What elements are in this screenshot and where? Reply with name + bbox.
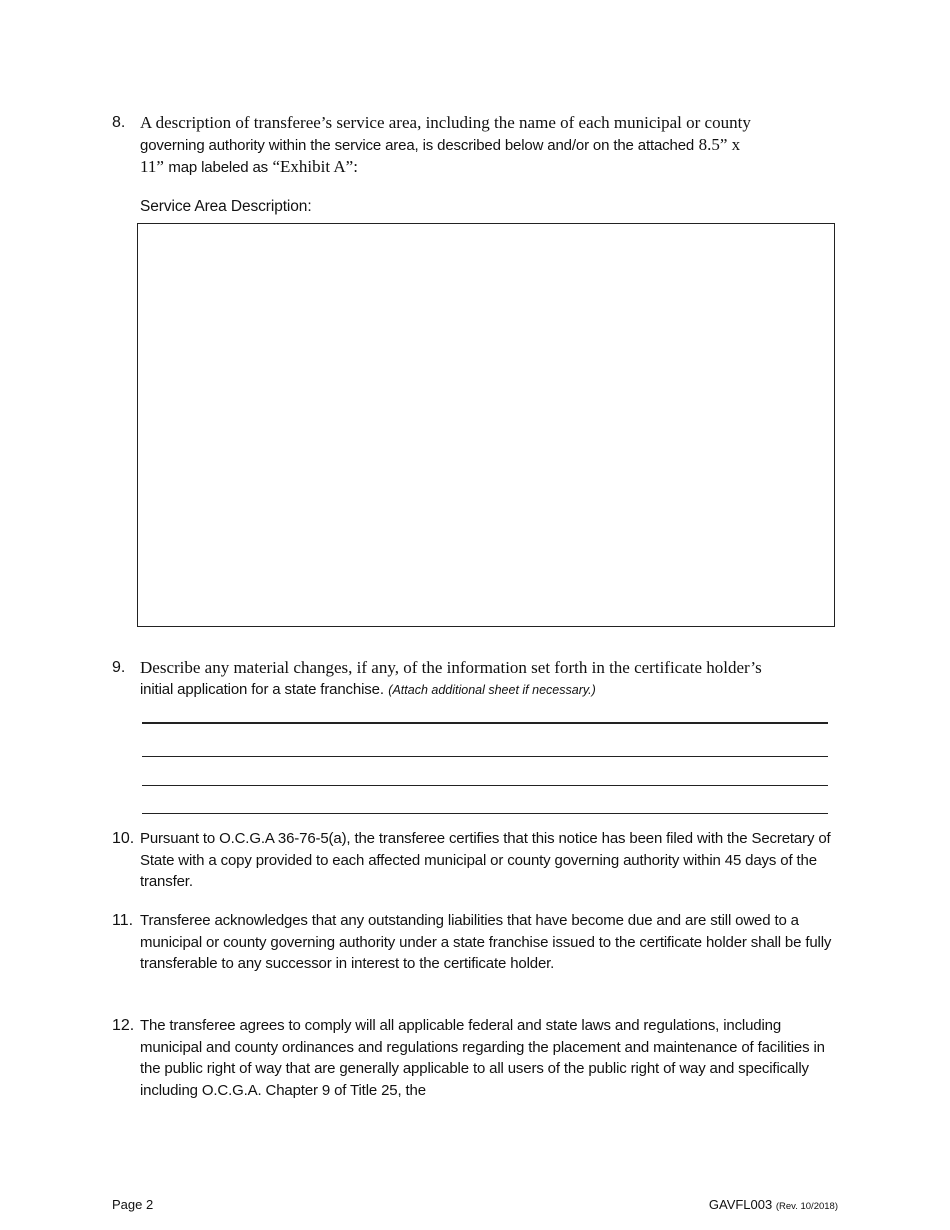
item-number: 12. xyxy=(112,1017,135,1034)
item-8-line-2: governing authority within the service area, is described below and/or on the attached 8.5” x xyxy=(140,134,741,154)
page-number: Page 2 xyxy=(112,1197,154,1212)
item-number: 11. xyxy=(112,912,134,929)
item-text: The transferee agrees to comply will all applicable federal and state laws and regulations, including municipal and county ordinances and regulations regarding the placement and maintenance of facilities in the public right of way that are generally applicable to all users of the public right of way and specifically including O.C.G.A. Chapter 9 of Title 25, the xyxy=(140,1017,825,1099)
item-12 xyxy=(112,1015,840,1103)
revision-label: (Rev. 10/2018) xyxy=(775,1201,838,1212)
material-changes-line[interactable] xyxy=(142,785,828,786)
item-text xyxy=(140,112,840,179)
item-text: Pursuant to O.C.G.A 36-76-5(a), the transferee certifies that this notice has been filed with the Secretary of State with a copy provided to each affected municipal or county governing authority within 45 days of the transfer. xyxy=(140,830,831,890)
item-number: 10. xyxy=(112,830,135,847)
item-8-line-1: A description of transferee’s service area, including the name of each municipal or county xyxy=(140,113,751,132)
item-8-line-3: 11” map labeled as “Exhibit A”: xyxy=(140,157,358,176)
item-9-line-1: Describe any material changes, if any, of the information set forth in the certificate holder’s xyxy=(140,658,762,677)
service-area-description-field[interactable] xyxy=(137,223,835,627)
material-changes-line[interactable] xyxy=(142,722,828,724)
material-changes-line[interactable] xyxy=(142,813,828,814)
material-changes-line[interactable] xyxy=(142,756,828,757)
item-8 xyxy=(112,112,840,178)
item-9 xyxy=(112,657,840,701)
item-text xyxy=(140,657,840,701)
item-10 xyxy=(112,828,840,894)
form-code xyxy=(709,1197,838,1212)
item-text: Transferee acknowledges that any outstanding liabilities that have become due and are still owed to a municipal or county governing authority under a state franchise issued to the certificate holder shall be fully transferable to any successor in interest to the certificate holder. xyxy=(140,912,832,972)
form-code-label: GAVFL003 xyxy=(708,1197,773,1212)
item-9-line-2: initial application for a state franchise. (Attach additional sheet if necessary.) xyxy=(140,680,596,698)
service-area-label: Service Area Description: xyxy=(140,198,312,215)
attach-note: (Attach additional sheet if necessary.) xyxy=(388,682,596,697)
item-11 xyxy=(112,910,840,998)
item-number: 9. xyxy=(112,659,126,676)
item-number: 8. xyxy=(112,114,126,131)
